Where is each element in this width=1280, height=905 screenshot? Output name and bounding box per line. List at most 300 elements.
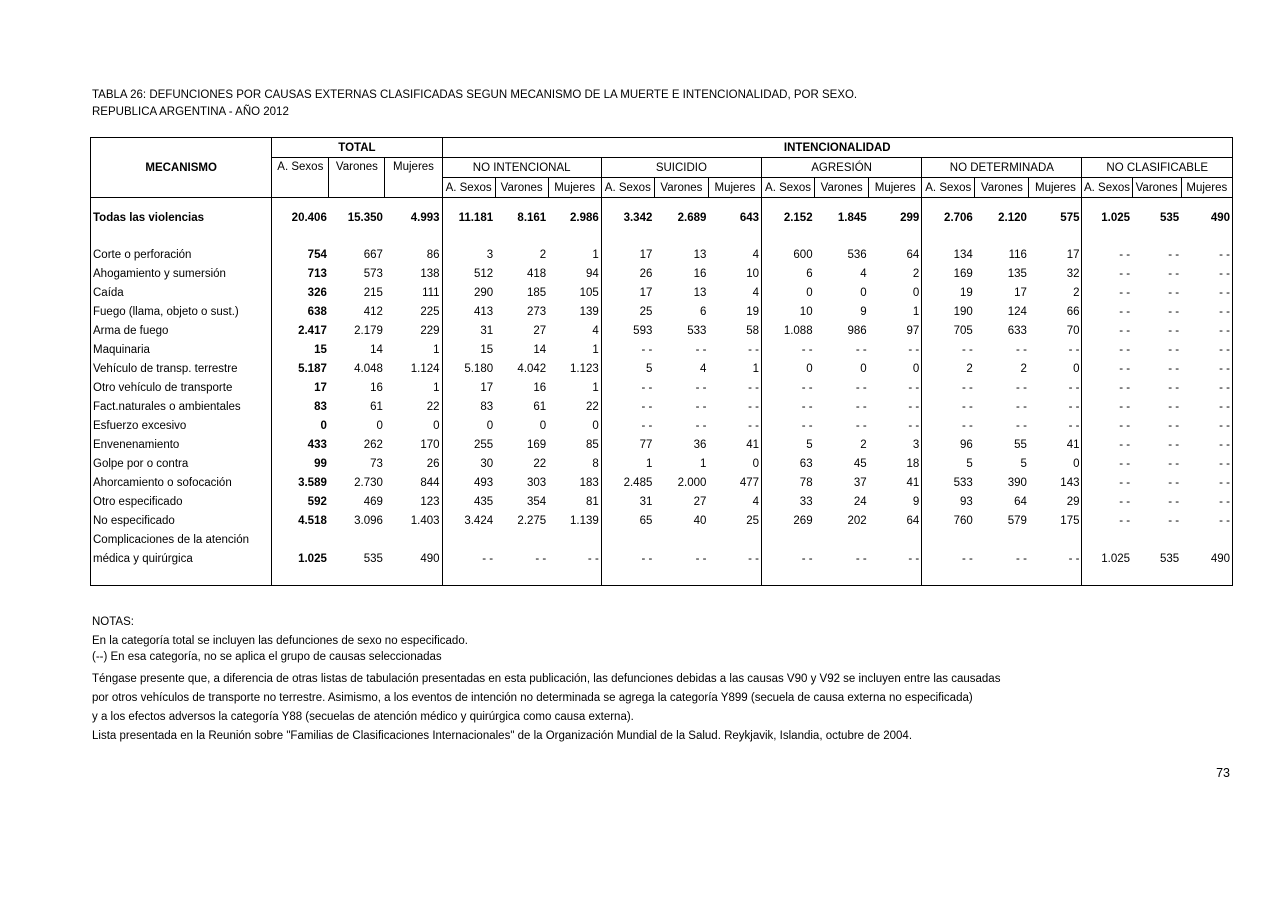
- table-cell: - -: [1168, 248, 1180, 261]
- table-cell: 303: [527, 476, 547, 489]
- spacer-cell: [442, 227, 495, 245]
- table-cell: - -: [1082, 397, 1132, 416]
- table-cell: 1.403: [410, 514, 440, 527]
- table-cell: - -: [1181, 435, 1232, 454]
- table-cell: - -: [1082, 283, 1132, 302]
- table-cell: 30: [442, 454, 495, 473]
- note-line: En la categoría total se incluyen las defunciones de sexo no especificado.: [92, 635, 468, 647]
- table-cell: - -: [1181, 492, 1232, 511]
- row-label: Complicaciones de la atención: [91, 530, 272, 549]
- table-cell: 78: [762, 473, 815, 492]
- table-cell: [815, 530, 869, 549]
- table-cell: 4: [752, 248, 760, 261]
- spacer-cell: [654, 227, 708, 245]
- table-cell: - -: [748, 419, 760, 432]
- table-cell: - -: [1068, 343, 1080, 356]
- table-cell: - -: [601, 378, 654, 397]
- table-cell: 86: [426, 248, 440, 261]
- table-cell: - -: [601, 340, 654, 359]
- table-cell: 169: [527, 438, 547, 451]
- spacer-cell: [708, 198, 761, 209]
- table-cell: 4: [752, 286, 760, 299]
- table-cell: 1: [592, 381, 599, 394]
- table-cell: 10: [762, 302, 815, 321]
- table-cell: 477: [739, 476, 760, 489]
- spacer-cell: [869, 227, 922, 245]
- table-cell: - -: [1168, 286, 1180, 299]
- table-cell: 643: [739, 211, 760, 224]
- row-label: Golpe por o contra: [91, 454, 272, 473]
- table-cell: - -: [1181, 397, 1232, 416]
- table-cell: [548, 530, 601, 549]
- note-line: Téngase presente que, a diferencia de otras listas de tabulación presentadas en esta publicación, las defunciones debidas a las causas V90 y V92 se incluyen entre las causadas: [92, 673, 1001, 685]
- table-cell: 27: [693, 495, 707, 508]
- table-cell: 116: [1008, 248, 1027, 261]
- table-cell: 535: [363, 552, 383, 565]
- table-cell: [385, 530, 442, 549]
- table-cell: [1132, 530, 1181, 549]
- table-cell: 6: [762, 264, 815, 283]
- table-cell: 22: [426, 400, 440, 413]
- table-cell: 94: [585, 267, 599, 280]
- notes-heading: NOTAS:: [92, 616, 134, 628]
- spacer-cell: [385, 198, 442, 209]
- table-cell: 2: [1020, 362, 1027, 375]
- table-cell: [654, 530, 708, 549]
- header-sub: A. Sexos: [442, 178, 495, 198]
- header-sub: Varones: [654, 178, 708, 198]
- spacer-cell: [708, 227, 761, 245]
- spacer-cell: [1082, 198, 1132, 209]
- table-cell: 0: [442, 416, 495, 435]
- note-line: y a los efectos adversos la categoría Y88 (secuelas de atención médico y quirúrgica como causa externa).: [92, 711, 634, 723]
- table-cell: - -: [1168, 495, 1180, 508]
- table-cell: - -: [1168, 343, 1180, 356]
- spacer-cell: [548, 568, 601, 586]
- table-cell: 64: [1014, 495, 1027, 508]
- table-cell: 1.025: [272, 549, 329, 568]
- table-cell: 0: [752, 457, 760, 470]
- table-cell: - -: [1168, 362, 1180, 375]
- table-cell: 17: [601, 283, 654, 302]
- table-cell: 73: [370, 457, 383, 470]
- table-cell: 37: [853, 476, 867, 489]
- table-cell: - -: [1016, 552, 1027, 565]
- table-cell: - -: [695, 552, 707, 565]
- table-cell: 493: [442, 473, 495, 492]
- header-sub: Mujeres: [708, 178, 761, 198]
- table-cell: 31: [601, 492, 654, 511]
- table-cell: 1: [592, 248, 599, 261]
- spacer-cell: [1181, 227, 1232, 245]
- table-cell: 13: [693, 286, 707, 299]
- table-cell: 26: [426, 457, 440, 470]
- table-cell: 1: [912, 305, 920, 318]
- spacer-cell: [762, 227, 815, 245]
- table-cell: 2: [1073, 286, 1080, 299]
- table-cell: 3.342: [601, 208, 654, 227]
- header-group: NO INTENCIONAL: [442, 158, 601, 178]
- row-label: Otro vehículo de transporte: [91, 378, 272, 397]
- table-cell: 3: [912, 438, 920, 451]
- table-cell: - -: [601, 549, 654, 568]
- spacer-cell: [1082, 227, 1132, 245]
- table-cell: 83: [442, 397, 495, 416]
- table-cell: - -: [1082, 511, 1132, 530]
- table-cell: - -: [1082, 435, 1132, 454]
- table-cell: - -: [1181, 245, 1232, 264]
- table-cell: 40: [693, 514, 707, 527]
- table-cell: 435: [442, 492, 495, 511]
- table-cell: 0: [592, 419, 599, 432]
- table-cell: 0: [762, 283, 815, 302]
- table-cell: 3.589: [272, 473, 329, 492]
- row-label: Ahorcamiento o sofocación: [91, 473, 272, 492]
- table-cell: 638: [272, 302, 329, 321]
- row-label: Maquinaria: [91, 340, 272, 359]
- table-cell: 83: [272, 397, 329, 416]
- table-cell: - -: [762, 378, 815, 397]
- table-cell: 61: [533, 400, 547, 413]
- header-sub: Varones: [975, 178, 1029, 198]
- table-cell: 65: [601, 511, 654, 530]
- table-cell: 0: [376, 419, 383, 432]
- table-cell: 2: [922, 359, 975, 378]
- table-cell: - -: [1168, 438, 1180, 451]
- header-total: TOTAL: [272, 138, 442, 158]
- header-mecanismo: MECANISMO: [91, 138, 272, 198]
- spacer-cell: [1181, 198, 1232, 209]
- spacer-cell: [329, 568, 385, 586]
- table-cell: - -: [1168, 457, 1180, 470]
- header-sub: Varones: [495, 178, 548, 198]
- table-cell: - -: [1181, 302, 1232, 321]
- note-line: (--) En esa categoría, no se aplica el grupo de causas seleccionadas: [92, 651, 442, 663]
- table-cell: 269: [762, 511, 815, 530]
- table-cell: - -: [1181, 416, 1232, 435]
- table-cell: 490: [1181, 549, 1232, 568]
- table-cell: 6: [700, 305, 707, 318]
- table-cell: - -: [1168, 305, 1180, 318]
- spacer-cell: [975, 198, 1029, 209]
- table-cell: - -: [1181, 511, 1232, 530]
- table-cell: 14: [533, 343, 547, 356]
- table-cell: - -: [908, 419, 920, 432]
- table-cell: - -: [1168, 381, 1180, 394]
- spacer-cell: [762, 198, 815, 209]
- table-cell: 0: [433, 419, 440, 432]
- table-cell: - -: [762, 549, 815, 568]
- table-cell: 667: [363, 248, 383, 261]
- table-cell: 1: [433, 381, 440, 394]
- spacer-cell: [601, 227, 654, 245]
- table-cell: 41: [746, 438, 760, 451]
- table-cell: - -: [922, 416, 975, 435]
- table-cell: 0: [762, 359, 815, 378]
- row-label: Otro especificado: [91, 492, 272, 511]
- table-cell: - -: [695, 400, 707, 413]
- table-cell: 390: [1007, 476, 1027, 489]
- row-label: Esfuerzo excesivo: [91, 416, 272, 435]
- table-cell: 600: [762, 245, 815, 264]
- table-cell: - -: [1068, 400, 1080, 413]
- table-cell: 134: [922, 245, 975, 264]
- table-cell: [762, 530, 815, 549]
- table-cell: 533: [922, 473, 975, 492]
- table-cell: - -: [922, 340, 975, 359]
- table-cell: - -: [1168, 419, 1180, 432]
- table-cell: - -: [1082, 416, 1132, 435]
- table-cell: 31: [442, 321, 495, 340]
- table-cell: 229: [420, 324, 440, 337]
- table-cell: 16: [693, 267, 707, 280]
- table-cell: 299: [900, 211, 920, 224]
- table-cell: 32: [1066, 267, 1080, 280]
- table-cell: 64: [906, 248, 920, 261]
- table-cell: 16: [533, 381, 547, 394]
- table-cell: - -: [1082, 321, 1132, 340]
- table-cell: 19: [746, 305, 760, 318]
- table-cell: 1.139: [570, 514, 599, 527]
- table-cell: 5.180: [442, 359, 495, 378]
- table-cell: 77: [601, 435, 654, 454]
- table-cell: 22: [585, 400, 599, 413]
- table-cell: 225: [420, 305, 440, 318]
- table-cell: 105: [579, 286, 599, 299]
- header-sub: Varones: [815, 178, 869, 198]
- spacer-cell: [922, 198, 975, 209]
- table-cell: 4.993: [410, 211, 440, 224]
- table-cell: - -: [762, 340, 815, 359]
- table-cell: 14: [370, 343, 383, 356]
- table-cell: 99: [272, 454, 329, 473]
- header-sub: Mujeres: [1181, 178, 1232, 198]
- spacer-cell: [869, 568, 922, 586]
- table-cell: - -: [908, 381, 920, 394]
- spacer-cell: [1132, 568, 1181, 586]
- table-cell: - -: [1082, 264, 1132, 283]
- table-cell: - -: [1181, 359, 1232, 378]
- table-cell: - -: [1082, 492, 1132, 511]
- table-cell: 17: [1066, 248, 1080, 261]
- spacer-cell: [1029, 568, 1082, 586]
- table-cell: - -: [762, 397, 815, 416]
- table-cell: 592: [272, 492, 329, 511]
- table-cell: [1181, 530, 1232, 549]
- table-cell: 290: [442, 283, 495, 302]
- table-cell: 5: [762, 435, 815, 454]
- table-cell: 3: [442, 245, 495, 264]
- header-sub: A. Sexos: [762, 178, 815, 198]
- table-cell: - -: [1016, 381, 1027, 394]
- table-cell: 97: [906, 324, 920, 337]
- table-cell: - -: [922, 397, 975, 416]
- table-cell: 1.123: [570, 362, 599, 375]
- table-cell: 705: [922, 321, 975, 340]
- table-cell: 15: [442, 340, 495, 359]
- table-cell: 4: [700, 362, 707, 375]
- table-cell: - -: [1082, 340, 1132, 359]
- table-cell: 3.096: [354, 514, 383, 527]
- row-label: Todas las violencias: [91, 208, 272, 227]
- table-cell: 9: [860, 305, 867, 318]
- spacer-cell: [329, 198, 385, 209]
- table-cell: 533: [687, 324, 707, 337]
- table-cell: [922, 530, 975, 549]
- table-cell: 1: [752, 362, 760, 375]
- spacer-cell: [1181, 568, 1232, 586]
- table-cell: - -: [748, 381, 760, 394]
- table-cell: - -: [442, 549, 495, 568]
- spacer-cell: [329, 227, 385, 245]
- table-cell: [975, 530, 1029, 549]
- table-cell: - -: [1181, 340, 1232, 359]
- spacer-cell: [442, 568, 495, 586]
- table-cell: 2.689: [677, 211, 707, 224]
- table-cell: 2: [860, 438, 867, 451]
- table-cell: - -: [1082, 454, 1132, 473]
- table-cell: 418: [527, 267, 547, 280]
- table-cell: - -: [1181, 473, 1232, 492]
- table-cell: - -: [1016, 419, 1027, 432]
- table-cell: 2: [912, 267, 920, 280]
- table-cell: - -: [1082, 245, 1132, 264]
- table-cell: [601, 530, 654, 549]
- table-cell: 25: [601, 302, 654, 321]
- spacer-cell: [1132, 198, 1181, 209]
- spacer-cell: [815, 227, 869, 245]
- table-cell: [1029, 530, 1082, 549]
- table-cell: 2: [539, 248, 547, 261]
- table-cell: - -: [1082, 378, 1132, 397]
- note-line: por otros vehículos de transporte no terrestre. Asimismo, a los eventos de intención no determinada se agrega la categoría Y899 (secuela de causa externa no especificada): [92, 692, 973, 704]
- table-cell: 1: [601, 454, 654, 473]
- table-cell: 3.424: [442, 511, 495, 530]
- header-group: NO DETERMINADA: [922, 158, 1082, 178]
- row-label: No especificado: [91, 511, 272, 530]
- table-cell: 202: [847, 514, 867, 527]
- table-cell: 2.730: [354, 476, 383, 489]
- table-cell: 413: [442, 302, 495, 321]
- spacer-cell: [495, 227, 548, 245]
- table-cell: 183: [579, 476, 599, 489]
- table-cell: 138: [420, 267, 440, 280]
- spacer-cell: [495, 568, 548, 586]
- row-label: Fuego (llama, objeto o sust.): [91, 302, 272, 321]
- table-cell: 1: [433, 343, 440, 356]
- table-cell: - -: [1016, 343, 1027, 356]
- table-cell: 169: [922, 264, 975, 283]
- table-cell: - -: [1168, 400, 1180, 413]
- table-cell: - -: [1082, 302, 1132, 321]
- table-cell: 11.181: [442, 208, 495, 227]
- table-cell: 760: [922, 511, 975, 530]
- table-cell: 1.025: [1082, 549, 1132, 568]
- table-cell: - -: [601, 397, 654, 416]
- table-cell: 5: [601, 359, 654, 378]
- table-cell: 17: [1014, 286, 1027, 299]
- table-cell: - -: [695, 343, 707, 356]
- table-cell: - -: [1181, 321, 1232, 340]
- table-cell: 1.124: [410, 362, 440, 375]
- table-cell: 754: [272, 245, 329, 264]
- table-cell: 8.161: [517, 211, 547, 224]
- table-cell: 190: [922, 302, 975, 321]
- table-cell: 2.000: [677, 476, 707, 489]
- table-cell: - -: [601, 416, 654, 435]
- table-cell: 17: [442, 378, 495, 397]
- table-cell: 96: [922, 435, 975, 454]
- table-cell: 255: [442, 435, 495, 454]
- spacer-cell: [1082, 568, 1132, 586]
- table-cell: 326: [272, 283, 329, 302]
- table-subtitle: REPUBLICA ARGENTINA - AÑO 2012: [92, 106, 289, 118]
- table-cell: 66: [1066, 305, 1080, 318]
- table-cell: 185: [527, 286, 547, 299]
- table-cell: - -: [1168, 476, 1180, 489]
- row-label: Corte o perforación: [91, 245, 272, 264]
- table-cell: - -: [1181, 264, 1232, 283]
- spacer-cell: [869, 198, 922, 209]
- table-cell: 1.088: [762, 321, 815, 340]
- spacer-cell: [1132, 227, 1181, 245]
- table-cell: 593: [601, 321, 654, 340]
- table-cell: 111: [422, 286, 440, 299]
- table-cell: - -: [1082, 359, 1132, 378]
- table-cell: 536: [847, 248, 867, 261]
- spacer-cell: [385, 227, 442, 245]
- table-cell: - -: [908, 400, 920, 413]
- table-cell: - -: [855, 419, 867, 432]
- table-cell: - -: [1168, 514, 1180, 527]
- row-label: Ahogamiento y sumersión: [91, 264, 272, 283]
- table-cell: 0: [860, 286, 867, 299]
- table-cell: 575: [1060, 211, 1080, 224]
- table-cell: 469: [363, 495, 383, 508]
- table-cell: 143: [1060, 476, 1080, 489]
- spacer-cell: [601, 568, 654, 586]
- table-cell: 5: [1020, 457, 1027, 470]
- table-cell: 1: [700, 457, 707, 470]
- header-sub: A. Sexos: [601, 178, 654, 198]
- header-intencionalidad: INTENCIONALIDAD: [442, 138, 1232, 158]
- spacer-cell: [975, 227, 1029, 245]
- table-cell: 0: [272, 416, 329, 435]
- table-cell: - -: [908, 343, 920, 356]
- header-group: AGRESIÓN: [762, 158, 922, 178]
- table-cell: 29: [1066, 495, 1080, 508]
- table-cell: 412: [363, 305, 383, 318]
- table-cell: - -: [587, 552, 599, 565]
- table-cell: 215: [363, 286, 383, 299]
- spacer-cell: [975, 568, 1029, 586]
- table-cell: - -: [922, 378, 975, 397]
- table-cell: 4.048: [354, 362, 383, 375]
- table-cell: 63: [762, 454, 815, 473]
- table-cell: 579: [1007, 514, 1027, 527]
- table-cell: [869, 530, 922, 549]
- table-cell: 25: [746, 514, 760, 527]
- table-cell: - -: [1068, 381, 1080, 394]
- table-cell: 27: [533, 324, 547, 337]
- table-cell: 13: [693, 248, 707, 261]
- table-cell: - -: [1068, 419, 1080, 432]
- spacer-cell: [272, 568, 329, 586]
- spacer-cell: [272, 198, 329, 209]
- table-cell: 4: [860, 267, 867, 280]
- table-cell: - -: [1181, 454, 1232, 473]
- spacer-cell: [91, 198, 272, 209]
